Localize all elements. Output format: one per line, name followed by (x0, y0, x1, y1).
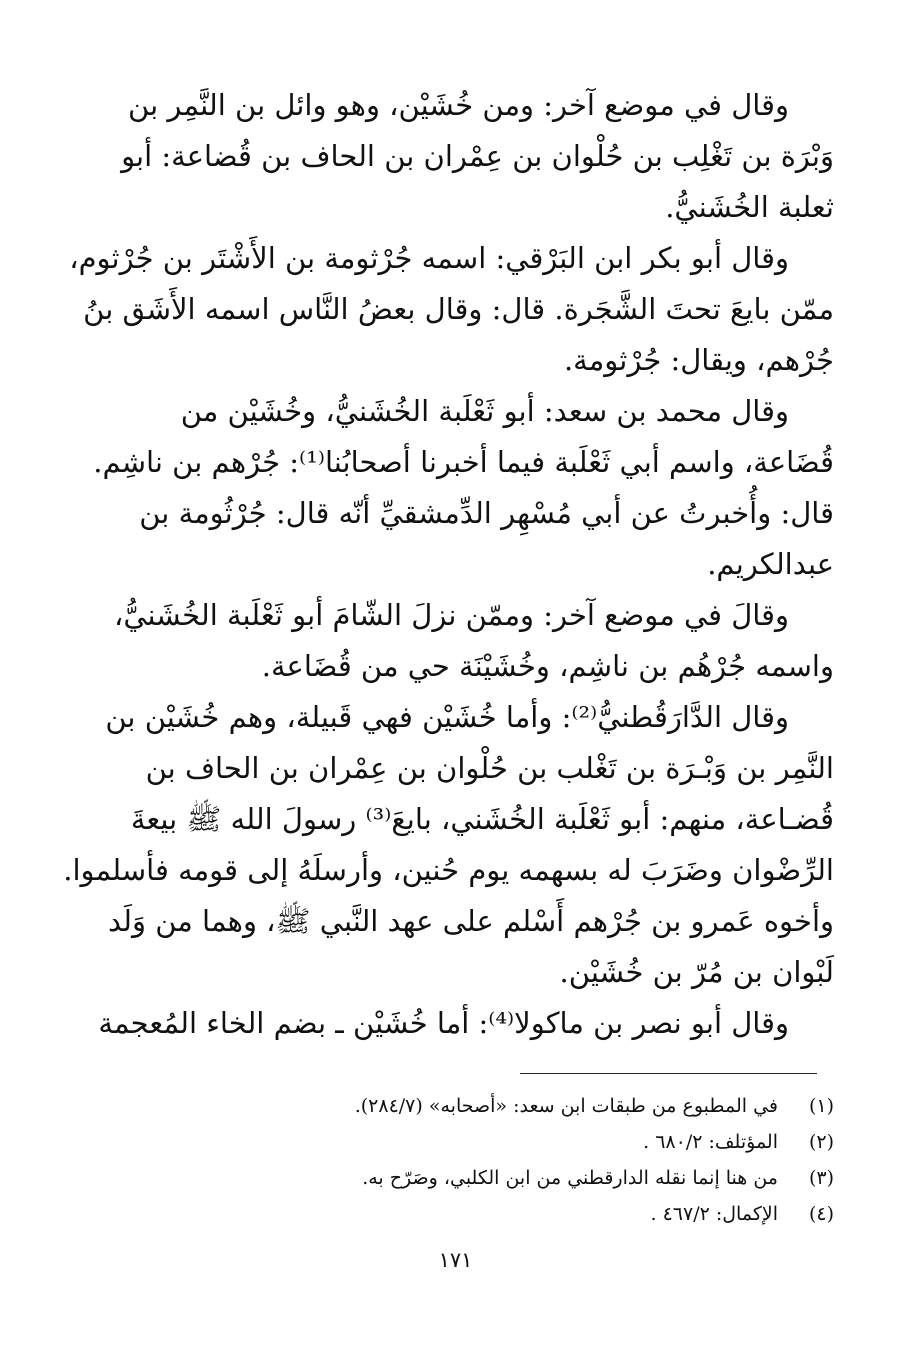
paragraph (93, 386, 834, 590)
paragraph (122, 80, 834, 233)
text-line: وقالَ في موضع آخر: وممّن نزلَ الشّامَ أبو ثَعْلَبة الخُشَنيُّ، (113, 598, 789, 632)
main-text (63, 80, 834, 1049)
footnote-number: (٢) (808, 1131, 834, 1153)
text-line: وقال محمد بن سعد: أبو ثَعْلَبة الخُشَنيُّ، وخُشَيْن من (180, 394, 789, 428)
footnote-separator (520, 1073, 817, 1074)
text-line: عبدالكريم. (707, 547, 834, 581)
footnotes (150, 1088, 834, 1232)
footnote-text: الإكمال: ٤٦٧/٢ . (650, 1203, 778, 1225)
text-line: جُرْهم، ويقال: جُرْثومة. (563, 343, 834, 377)
paragraph (63, 692, 834, 998)
text-line: وقال أبو نصر بن ماكولا⁽⁴⁾: أما خُشَيْن ـ بضم الخاء المُعجمة (98, 1006, 789, 1040)
text-line: ممّن بايعَ تحتَ الشَّجَرة. قال: وقال بعضُ النَّاس اسمه الأَشَق بنُ (83, 292, 834, 326)
text-line: وَبْرَة بن تَغْلِب بن حُلْوان بن عِمْران بن الحاف بن قُضاعة: أبو (121, 139, 834, 173)
text-line: النَّمِر بن وَبْـرَة بن تَغْلب بن حُلْوان بن عِمْران بن الحاف بن (145, 751, 834, 785)
text-line: وقال الدَّارَقُطنيُّ⁽²⁾: وأما خُشَيْن فهي قَبيلة، وهم خُشَيْن بن (105, 700, 789, 734)
footnote (150, 1196, 834, 1232)
footnote-number: (١) (808, 1095, 834, 1117)
footnote-text: من هنا إنما نقله الدارقطني من ابن الكلبي، وصَرّح به. (362, 1167, 778, 1189)
paragraph (98, 998, 834, 1049)
text-line: وأخوه عَمرو بن جُرْهم أَسْلم على عهد النَّبي ﷺ، وهما من وَلَد (107, 904, 834, 938)
footnote (150, 1160, 834, 1196)
footnote-number: (٤) (808, 1203, 834, 1225)
text-line: ثعلبة الخُشَنيُّ. (665, 190, 834, 224)
text-line: قال: وأُخبرتُ عن أبي مُسْهِر الدِّمشقيِّ أنّه قال: جُرْثُومة بن (139, 496, 834, 530)
text-line: لَبْوان بن مُرّ بن خُشَيْن. (559, 955, 834, 989)
paragraph (113, 590, 834, 692)
footnote (150, 1088, 834, 1124)
text-line: الرِّضْوان وضَرَبَ له بسهمه يوم حُنين، وأرسلَهُ إلى قومه فأسلموا. (63, 853, 834, 887)
footnote-text: في المطبوع من طبقات ابن سعد: «أصحابه» (٢٨٤/٧). (354, 1095, 778, 1117)
text-line: قُضَاعة، واسم أبي ثَعْلَبة فيما أخبرنا أصحابُنا⁽¹⁾: جُرْهم بن ناشِم. (93, 445, 834, 479)
paragraph (69, 233, 834, 386)
footnote-text: المؤتلف: ٦٨٠/٢ . (643, 1131, 778, 1153)
footnote-number: (٣) (808, 1167, 834, 1189)
text-line: وقال في موضع آخر: ومن خُشَيْن، وهو وائل بن النَّمِر بن (128, 88, 789, 122)
text-line: وقال أبو بكر ابن البَرْقي: اسمه جُرْثومة بن الأَشْتَر بن جُرْثوم، (69, 241, 789, 275)
page-number: ١٧١ (438, 1248, 473, 1272)
text-line: واسمه جُرْهُم بن ناشِم، وخُشَيْنَة حي من قُضَاعة. (261, 649, 834, 683)
footnote (150, 1124, 834, 1160)
text-line: قُضـاعة، منهم: أبو ثَعْلَبة الخُشَني، بايعَ⁽³⁾ رسولَ الله ﷺ بيعةَ (130, 802, 834, 836)
